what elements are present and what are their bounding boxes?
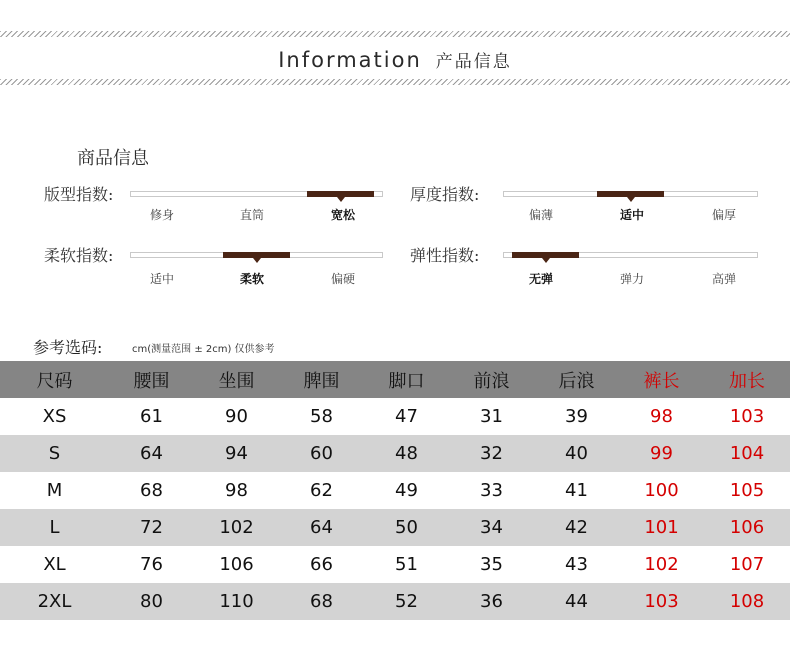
header-bottom-divider (0, 79, 790, 85)
column-header: 后浪 (558, 370, 595, 392)
indicator-fit-label: 版型指数: (44, 185, 114, 204)
size-cell: M (46, 480, 63, 501)
table-body (0, 398, 790, 620)
indicator-softness-track (130, 252, 383, 258)
table-cell: 33 (480, 480, 503, 501)
table-row (0, 509, 790, 546)
indicator-elasticity-option-1: 弹力 (619, 272, 644, 286)
table-cell: 42 (565, 517, 588, 538)
table-cell: 31 (480, 406, 503, 427)
table-cell: 43 (565, 554, 588, 575)
table-cell: 34 (480, 517, 503, 538)
size-cell: XL (43, 554, 66, 575)
table-row (0, 435, 790, 472)
size-table (0, 361, 790, 620)
indicator-elasticity-track (503, 252, 758, 258)
table-row (0, 472, 790, 509)
indicator-softness-marker (253, 258, 261, 263)
table-cell: 100 (644, 480, 679, 501)
table-cell: 35 (480, 554, 503, 575)
table-cell: 49 (395, 480, 418, 501)
indicator-fit-marker (337, 197, 345, 202)
size-reference-label: 参考选码: (33, 338, 103, 357)
column-header: 裤长 (643, 370, 680, 392)
table-cell: 103 (729, 406, 765, 427)
column-header: 腰围 (133, 370, 170, 392)
indicator-fit-option-0: 修身 (149, 208, 174, 222)
table-cell: 68 (140, 480, 163, 501)
table-cell: 101 (644, 517, 679, 538)
column-header: 加长 (729, 370, 765, 392)
indicator-elasticity-label: 弹性指数: (410, 246, 480, 265)
table-cell: 68 (310, 591, 333, 612)
indicator-thickness-option-1: 适中 (619, 208, 644, 222)
indicator-fit-option-1: 直筒 (239, 208, 264, 222)
table-cell: 58 (310, 406, 333, 427)
size-cell: L (49, 517, 60, 538)
table-cell: 106 (729, 517, 765, 538)
table-cell: 76 (140, 554, 163, 575)
table-cell: 61 (140, 406, 163, 427)
page-title-english: Information (278, 48, 422, 72)
table-cell: 94 (225, 443, 248, 464)
header-top-divider (0, 31, 790, 37)
table-cell: 102 (644, 554, 679, 575)
table-cell: 72 (140, 517, 163, 538)
table-cell: 62 (310, 480, 333, 501)
table-cell: 51 (395, 554, 418, 575)
table-cell: 50 (395, 517, 418, 538)
indicator-softness-option-2: 偏硬 (330, 272, 355, 286)
table-cell: 108 (729, 591, 765, 612)
table-header-row (0, 361, 790, 398)
table-cell: 99 (650, 443, 673, 464)
table-cell: 44 (565, 591, 588, 612)
column-header: 坐围 (218, 370, 255, 392)
table-cell: 36 (480, 591, 503, 612)
table-cell: 107 (729, 554, 765, 575)
table-cell: 64 (140, 443, 163, 464)
table-cell: 66 (310, 554, 333, 575)
table-cell: 102 (219, 517, 254, 538)
indicator-softness-option-1: 柔软 (239, 272, 264, 286)
size-cell: S (48, 443, 61, 464)
indicator-thickness-track (503, 191, 758, 197)
table-cell: 48 (395, 443, 418, 464)
table-cell: 64 (310, 517, 333, 538)
column-header: 脚口 (388, 370, 425, 392)
indicator-softness-option-0: 适中 (149, 272, 174, 286)
table-cell: 98 (225, 480, 248, 501)
column-header: 前浪 (473, 370, 510, 392)
indicator-elasticity-option-0: 无弹 (528, 272, 553, 286)
indicator-thickness-option-2: 偏厚 (711, 208, 736, 222)
indicator-elasticity-marker (542, 258, 550, 263)
page-title-chinese: 产品信息 (435, 52, 512, 72)
table-cell: 90 (225, 406, 248, 427)
indicator-softness-label: 柔软指数: (44, 246, 114, 265)
table-cell: 105 (729, 480, 765, 501)
column-header: 尺码 (36, 370, 73, 392)
indicator-thickness-option-0: 偏薄 (528, 208, 553, 222)
table-cell: 52 (395, 591, 418, 612)
table-cell: 60 (310, 443, 333, 464)
table-row (0, 546, 790, 583)
table-cell: 106 (219, 554, 254, 575)
size-cell: 2XL (37, 591, 72, 612)
indicator-fit-option-2: 宽松 (330, 208, 355, 222)
indicator-elasticity-option-2: 高弹 (711, 272, 736, 286)
table-cell: 32 (480, 443, 503, 464)
indicator-thickness-label: 厚度指数: (410, 185, 480, 204)
page-title (0, 47, 790, 72)
table-cell: 104 (729, 443, 765, 464)
table-cell: 103 (644, 591, 679, 612)
size-reference-note: cm(测量范围 ± 2cm) 仅供参考 (132, 344, 275, 355)
table-cell: 39 (565, 406, 588, 427)
table-cell: 80 (140, 591, 163, 612)
column-header: 脾围 (303, 370, 340, 392)
product-info-title: 商品信息 (77, 148, 149, 169)
table-row (0, 398, 790, 435)
table-cell: 40 (565, 443, 588, 464)
indicator-thickness-marker (627, 197, 635, 202)
size-cell: XS (42, 406, 67, 427)
table-cell: 41 (565, 480, 588, 501)
table-cell: 110 (219, 591, 254, 612)
table-cell: 98 (650, 406, 673, 427)
table-row (0, 583, 790, 620)
indicator-fit-track (130, 191, 383, 197)
table-cell: 47 (395, 406, 418, 427)
